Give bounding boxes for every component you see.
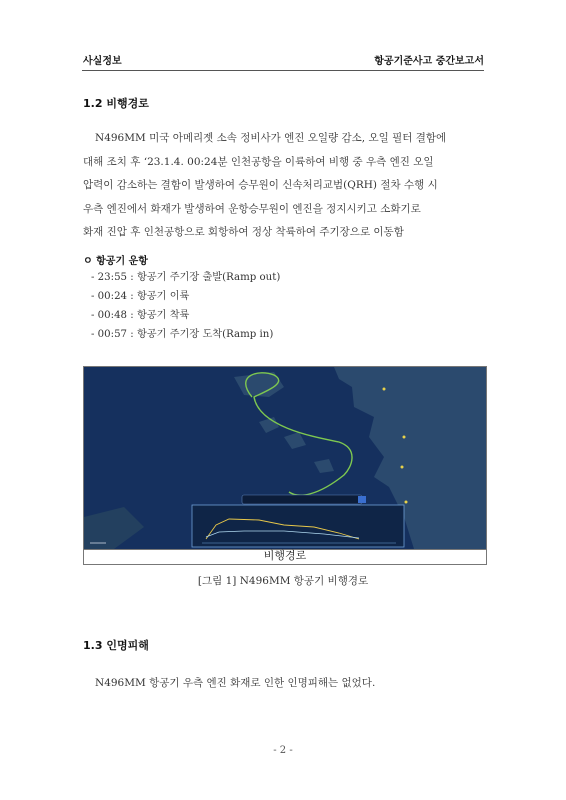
section-title-casualties: 1.3 인명피해 bbox=[83, 639, 149, 652]
map-graphic bbox=[84, 367, 486, 549]
figure-inner-caption: 비행경로 bbox=[83, 548, 487, 565]
marker-icon bbox=[403, 436, 406, 439]
paragraph-line: N496MM 미국 아메리젯 소속 정비사가 엔진 오일량 감소, 오일 필터 결함에 bbox=[95, 132, 447, 144]
playback-toolbar bbox=[242, 495, 362, 504]
header-divider bbox=[82, 70, 484, 71]
casualties-paragraph: N496MM 항공기 우측 엔진 화재로 인한 인명피해는 없었다. bbox=[95, 677, 376, 689]
section-title-flight-path: 1.2 비행경로 bbox=[83, 97, 149, 110]
paragraph-line: 압력이 감소하는 결함이 발생하여 승무원이 신속처리교범(QRH) 절차 수행 시 bbox=[83, 179, 438, 191]
flight-path-map bbox=[83, 366, 487, 550]
marker-icon bbox=[401, 466, 404, 469]
header-left: 사실정보 bbox=[83, 56, 122, 67]
toolbar-button bbox=[358, 496, 366, 503]
operation-title: ㅇ 항공기 운항 bbox=[83, 256, 148, 267]
header-right: 항공기준사고 중간보고서 bbox=[374, 56, 484, 67]
marker-icon bbox=[405, 501, 408, 504]
list-item: - 00:48 : 항공기 착륙 bbox=[91, 310, 190, 321]
paragraph-line: 우측 엔진에서 화재가 발생하여 운항승무원이 엔진을 정지시키고 소화기로 bbox=[83, 202, 421, 215]
paragraph-line: 대해 조치 후 ‘23.1.4. 00:24분 인천공항을 이륙하여 비행 중 우측 엔진 오일 bbox=[83, 155, 434, 168]
list-item: - 23:55 : 항공기 주기장 출발(Ramp out) bbox=[91, 272, 281, 283]
page-number: - 2 - bbox=[273, 745, 293, 756]
marker-icon bbox=[383, 388, 386, 391]
flight-path-paragraph bbox=[83, 127, 485, 245]
paragraph-line: 화재 진압 후 인천공항으로 회항하여 정상 착륙하여 주기장으로 이동함 bbox=[83, 226, 404, 238]
operation-list bbox=[91, 268, 280, 344]
list-item: - 00:57 : 항공기 주기장 도착(Ramp in) bbox=[91, 329, 274, 340]
figure-caption: [그림 1] N496MM 항공기 비행경로 bbox=[197, 575, 369, 587]
list-item: - 00:24 : 항공기 이륙 bbox=[91, 291, 190, 302]
